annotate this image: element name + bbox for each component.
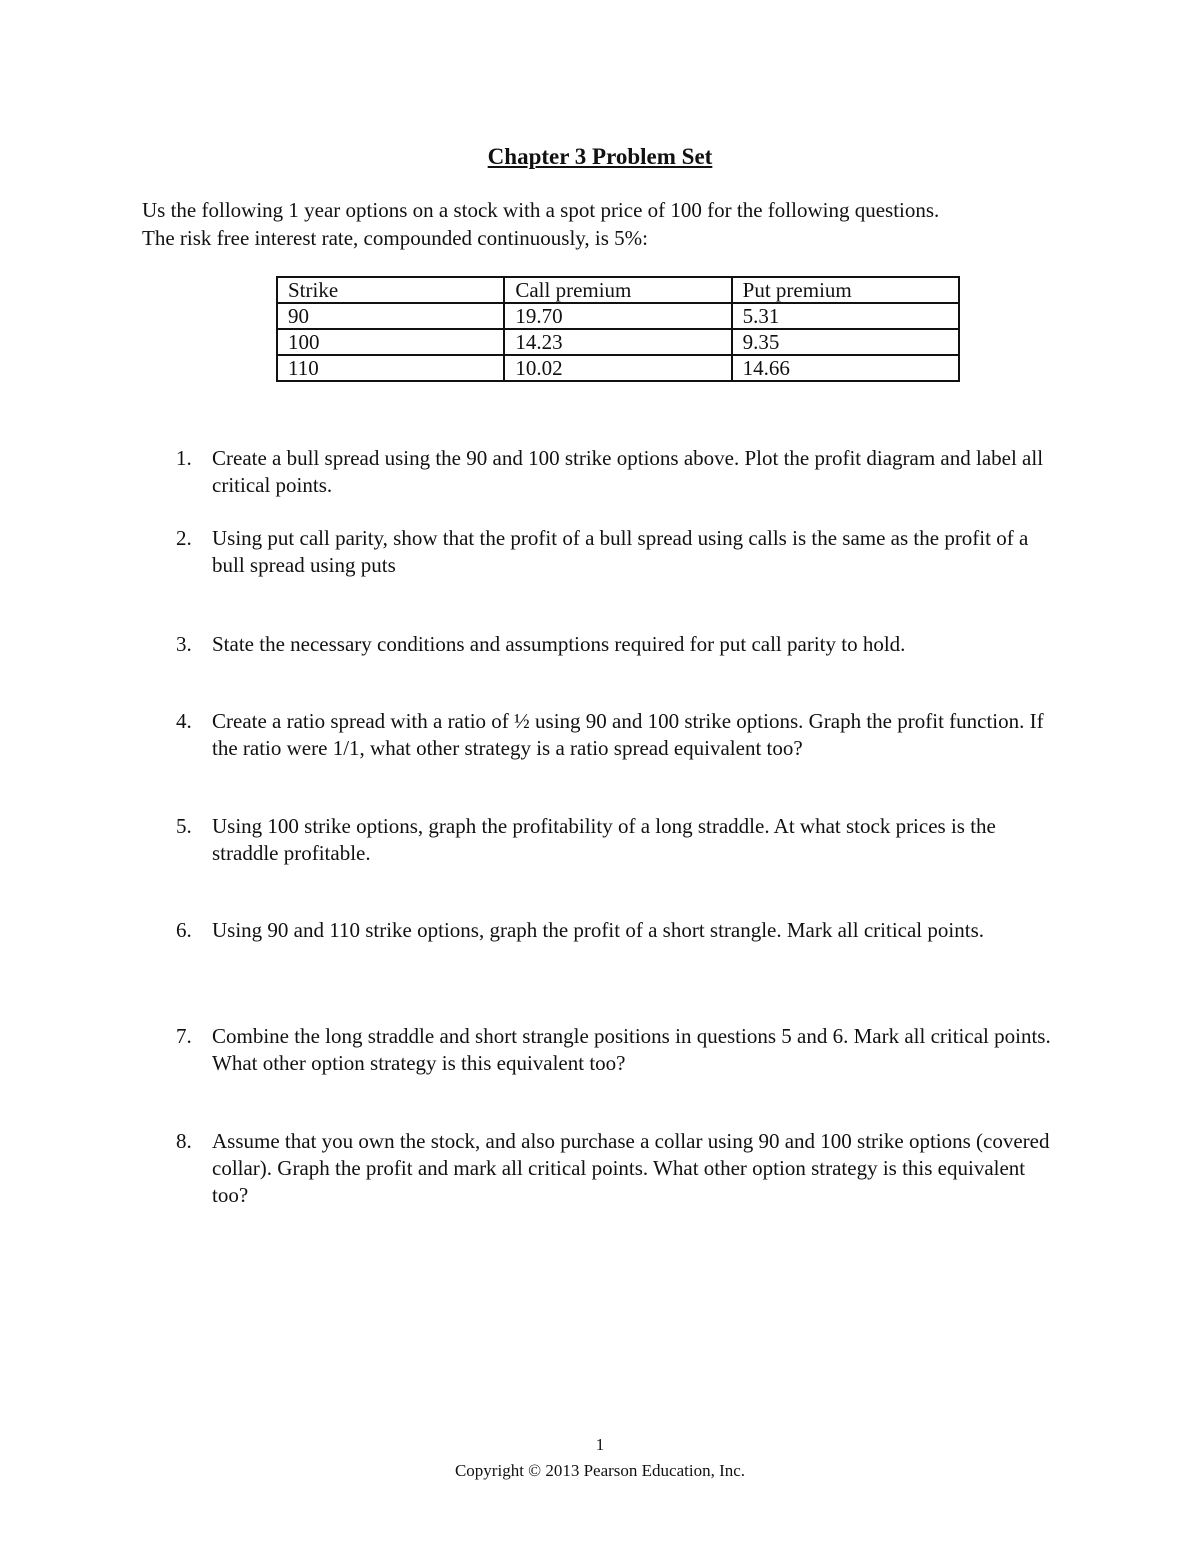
question-text: Combine the long straddle and short strangle positions in questions 5 and 6. Mark all critical points. What other option strategy is this equivalent too? (212, 1024, 1051, 1075)
question-number: 3. (176, 632, 192, 656)
table-header-row (277, 277, 959, 303)
question-number: 8. (176, 1129, 192, 1153)
cell-call-premium: 14.23 (504, 329, 731, 355)
table-row (277, 303, 959, 329)
cell-strike: 110 (277, 355, 504, 381)
copyright-notice: Copyright © 2013 Pearson Education, Inc. (454, 1461, 746, 1480)
question-text: Create a bull spread using the 90 and 100 strike options above. Plot the profit diagram and label all critical points. (212, 446, 1044, 497)
question-text: Assume that you own the stock, and also purchase a collar using 90 and 100 strike options (covered collar). Graph the profit and mark all critical points. What other option strategy is this equivalent too? (212, 1129, 1050, 1207)
question-text: Using 100 strike options, graph the profitability of a long straddle. At what stock prices is the straddle profitable. (212, 814, 996, 865)
table-row (277, 355, 959, 381)
cell-call-premium: 19.70 (504, 303, 731, 329)
question-text: Using put call parity, show that the profit of a bull spread using calls is the same as the profit of a bull spread using puts (212, 526, 1029, 577)
question-text: State the necessary conditions and assumptions required for put call parity to hold. (212, 632, 906, 656)
question-number: 7. (176, 1024, 192, 1048)
header-strike: Strike (277, 277, 504, 303)
cell-put-premium: 14.66 (732, 355, 959, 381)
cell-strike: 100 (277, 329, 504, 355)
cell-strike: 90 (277, 303, 504, 329)
intro-line-1: Us the following 1 year options on a stock with a spot price of 100 for the following questions. (142, 198, 940, 222)
question-number: 6. (176, 918, 192, 942)
intro-paragraph (142, 196, 1062, 252)
question-number: 4. (176, 709, 192, 733)
header-call-premium: Call premium (504, 277, 731, 303)
page-title: Chapter 3 Problem Set (487, 144, 713, 169)
cell-put-premium: 9.35 (732, 329, 959, 355)
page-number: 1 (595, 1435, 605, 1454)
intro-line-2: The risk free interest rate, compounded continuously, is 5%: (142, 226, 648, 250)
cell-put-premium: 5.31 (732, 303, 959, 329)
table-row (277, 329, 959, 355)
header-put-premium: Put premium (732, 277, 959, 303)
question-text: Using 90 and 110 strike options, graph the profit of a short strangle. Mark all critical points. (212, 918, 984, 942)
question-text: Create a ratio spread with a ratio of ½ using 90 and 100 strike options. Graph the profit function. If the ratio were 1/1, what other strategy is a ratio spread equivalent too? (212, 709, 1044, 760)
question-number: 5. (176, 814, 192, 838)
cell-call-premium: 10.02 (504, 355, 731, 381)
options-premium-table (276, 276, 960, 382)
question-number: 2. (176, 526, 192, 550)
question-number: 1. (176, 446, 192, 470)
